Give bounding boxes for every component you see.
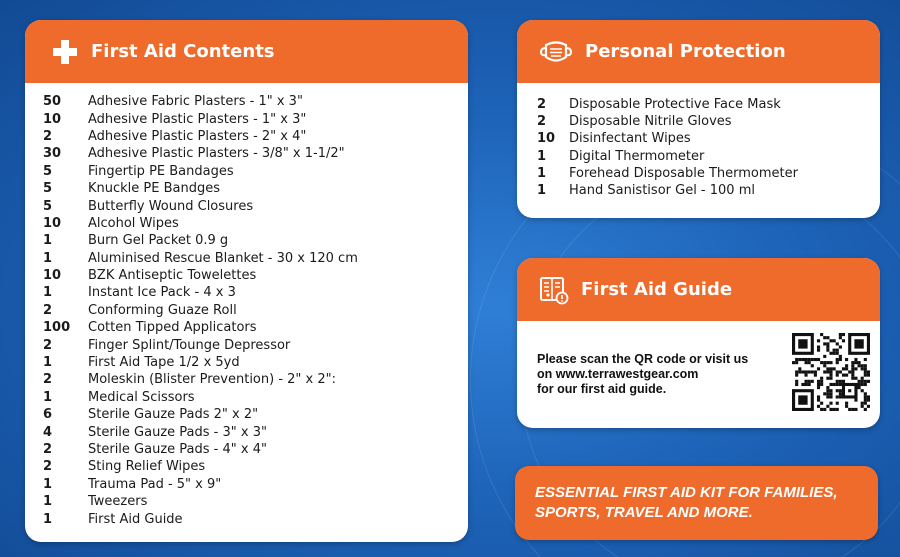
item-quantity: 1 <box>43 233 53 249</box>
first-aid-guide-card <box>517 258 880 428</box>
guide-line-2: on www.terrawestgear.com <box>537 366 699 381</box>
item-quantity: 4 <box>43 424 53 440</box>
list-item <box>43 145 468 162</box>
first-aid-contents-header <box>25 20 468 83</box>
list-item <box>43 197 468 214</box>
item-quantity: 1 <box>43 511 53 527</box>
item-name: Adhesive Plastic Plasters - 1" x 3" <box>88 111 307 127</box>
first-aid-contents-list <box>25 83 468 528</box>
item-name: Moleskin (Blister Prevention) - 2" x 2": <box>88 372 336 388</box>
item-quantity: 5 <box>43 163 53 179</box>
list-item <box>43 93 468 110</box>
list-item <box>43 510 468 527</box>
item-name: Conforming Guaze Roll <box>88 302 237 318</box>
item-name: Adhesive Fabric Plasters - 1" x 3" <box>88 94 303 110</box>
item-name: Sterile Gauze Pads 2" x 2" <box>88 407 259 423</box>
list-item <box>537 165 880 182</box>
item-quantity: 1 <box>43 389 53 405</box>
list-item <box>43 232 468 249</box>
item-name: Digital Thermometer <box>569 148 705 164</box>
list-item <box>43 493 468 510</box>
list-item <box>43 458 468 475</box>
face-mask-icon <box>539 39 573 65</box>
list-item <box>43 250 468 267</box>
list-item <box>43 128 468 145</box>
item-quantity: 1 <box>537 183 547 199</box>
item-quantity: 10 <box>43 111 62 127</box>
plus-icon <box>51 38 79 66</box>
personal-protection-list <box>517 83 880 199</box>
list-item <box>43 389 468 406</box>
item-quantity: 5 <box>43 181 53 197</box>
item-name: Adhesive Plastic Plasters - 3/8" x 1-1/2" <box>88 146 345 162</box>
list-item <box>537 96 880 113</box>
item-quantity: 50 <box>43 94 62 110</box>
item-name: Trauma Pad - 5" x 9" <box>88 476 222 492</box>
item-quantity: 1 <box>537 165 547 181</box>
list-item <box>43 406 468 423</box>
item-quantity: 1 <box>43 250 53 266</box>
qr-code-icon[interactable] <box>792 333 870 415</box>
guide-line-1: Please scan the QR code or visit us <box>537 351 749 366</box>
personal-protection-card <box>517 20 880 218</box>
item-quantity: 5 <box>43 198 53 214</box>
guide-book-icon <box>539 275 569 305</box>
item-quantity: 1 <box>43 355 53 371</box>
item-quantity: 2 <box>43 128 53 144</box>
list-item <box>537 182 880 199</box>
first-aid-guide-header <box>517 258 880 321</box>
guide-instructions <box>537 352 777 397</box>
item-name: Fingertip PE Bandages <box>88 163 234 179</box>
item-quantity: 6 <box>43 407 53 423</box>
item-quantity: 1 <box>43 494 53 510</box>
list-item <box>43 354 468 371</box>
item-quantity: 2 <box>43 459 53 475</box>
guide-line-3: for our first aid guide. <box>537 381 667 396</box>
item-name: Aluminised Rescue Blanket - 30 x 120 cm <box>88 250 358 266</box>
personal-protection-header <box>517 20 880 83</box>
first-aid-guide-body <box>517 321 880 415</box>
list-item <box>43 476 468 493</box>
list-item <box>43 319 468 336</box>
item-name: Sting Relief Wipes <box>88 459 206 475</box>
list-item <box>537 148 880 165</box>
list-item <box>43 267 468 284</box>
item-name: Finger Splint/Tounge Depressor <box>88 337 291 353</box>
item-name: Instant Ice Pack - 4 x 3 <box>88 285 236 301</box>
item-quantity: 2 <box>537 114 547 130</box>
item-quantity: 2 <box>43 302 53 318</box>
list-item <box>43 441 468 458</box>
list-item <box>43 336 468 353</box>
item-name: First Aid Guide <box>88 511 183 527</box>
item-quantity: 2 <box>43 372 53 388</box>
item-quantity: 1 <box>43 476 53 492</box>
item-quantity: 2 <box>537 97 547 113</box>
personal-protection-title: Personal Protection <box>585 41 786 62</box>
list-item <box>537 113 880 130</box>
item-quantity: 100 <box>43 320 71 336</box>
tagline-banner <box>515 466 878 540</box>
first-aid-contents-title: First Aid Contents <box>91 41 275 62</box>
first-aid-guide-title: First Aid Guide <box>581 279 733 300</box>
item-name: First Aid Tape 1/2 x 5yd <box>88 355 240 371</box>
item-quantity: 10 <box>537 131 556 147</box>
list-item <box>43 302 468 319</box>
item-name: Disposable Protective Face Mask <box>569 97 781 113</box>
item-quantity: 30 <box>43 146 62 162</box>
item-name: Alcohol Wipes <box>88 215 179 231</box>
first-aid-contents-card <box>25 20 468 542</box>
item-name: Hand Sanistisor Gel - 100 ml <box>569 183 755 199</box>
item-name: Medical Scissors <box>88 389 195 405</box>
tagline-text: ESSENTIAL FIRST AID KIT FOR FAMILIES, SPORTS, TRAVEL AND MORE. <box>535 484 838 521</box>
list-item <box>537 130 880 147</box>
item-quantity: 1 <box>43 285 53 301</box>
list-item <box>43 110 468 127</box>
item-name: Burn Gel Packet 0.9 g <box>88 233 229 249</box>
item-name: BZK Antiseptic Towelettes <box>88 268 257 284</box>
item-quantity: 10 <box>43 215 62 231</box>
list-item <box>43 163 468 180</box>
item-quantity: 10 <box>43 268 62 284</box>
list-item <box>43 215 468 232</box>
item-name: Adhesive Plastic Plasters - 2" x 4" <box>88 128 307 144</box>
item-quantity: 1 <box>537 148 547 164</box>
list-item <box>43 423 468 440</box>
item-name: Butterfly Wound Closures <box>88 198 254 214</box>
item-quantity: 2 <box>43 442 53 457</box>
item-name: Disposable Nitrile Gloves <box>569 114 732 130</box>
item-name: Tweezers <box>88 494 148 510</box>
item-name: Sterile Gauze Pads - 4" x 4" <box>88 442 267 457</box>
list-item <box>43 371 468 388</box>
item-name: Disinfectant Wipes <box>569 131 691 147</box>
item-quantity: 2 <box>43 337 53 353</box>
item-name: Forehead Disposable Thermometer <box>569 165 798 181</box>
item-name: Cotten Tipped Applicators <box>88 320 257 336</box>
item-name: Knuckle PE Bandges <box>88 181 221 197</box>
list-item <box>43 284 468 301</box>
list-item <box>43 180 468 197</box>
item-name: Sterile Gauze Pads - 3" x 3" <box>88 424 267 440</box>
